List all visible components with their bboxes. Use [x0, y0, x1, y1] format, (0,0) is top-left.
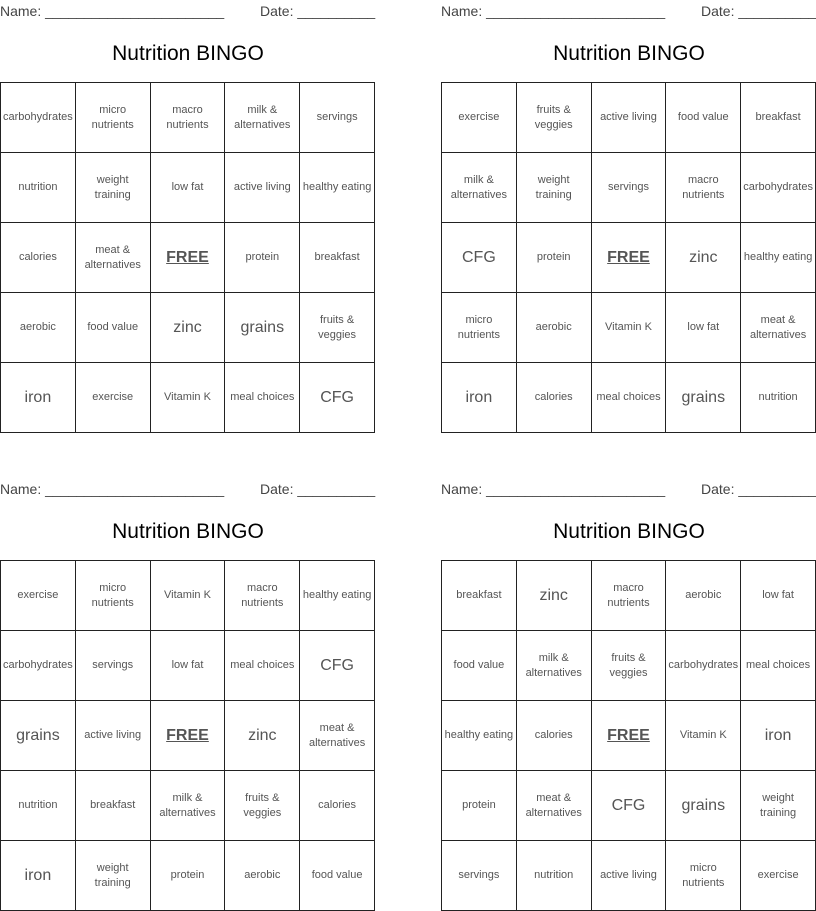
- bingo-grid: [0, 560, 375, 911]
- bingo-cell: grains: [666, 363, 741, 433]
- free-cell: FREE: [592, 223, 667, 293]
- bingo-cell: grains: [225, 293, 300, 363]
- bingo-cell: CFG: [592, 771, 667, 841]
- card-title: Nutrition BINGO: [112, 42, 264, 65]
- bingo-cell: calories: [300, 771, 375, 841]
- bingo-cell: carbohydrates: [741, 153, 816, 223]
- bingo-cell: micro nutrients: [666, 841, 741, 911]
- card-title: Nutrition BINGO: [553, 520, 705, 543]
- bingo-cell: exercise: [76, 363, 151, 433]
- bingo-cell: food value: [666, 83, 741, 153]
- name-field: Name: _______________________: [0, 481, 225, 497]
- bingo-grid: [441, 82, 816, 433]
- bingo-cell: active living: [592, 841, 667, 911]
- bingo-cell: fruits & veggies: [517, 83, 592, 153]
- bingo-card: [441, 478, 816, 889]
- bingo-cell: protein: [517, 223, 592, 293]
- bingo-cell: healthy eating: [300, 561, 375, 631]
- bingo-cell: milk & alternatives: [151, 771, 226, 841]
- bingo-cell: macro nutrients: [592, 561, 667, 631]
- bingo-cell: macro nutrients: [225, 561, 300, 631]
- name-field: Name: _______________________: [0, 3, 225, 19]
- bingo-cell: micro nutrients: [442, 293, 517, 363]
- bingo-cell: Vitamin K: [151, 363, 226, 433]
- free-cell: FREE: [151, 701, 226, 771]
- date-field: Date: __________: [260, 481, 376, 497]
- bingo-cell: servings: [442, 841, 517, 911]
- bingo-cell: zinc: [517, 561, 592, 631]
- bingo-cell: low fat: [151, 631, 226, 701]
- bingo-cell: meal choices: [225, 363, 300, 433]
- bingo-cell: meat & alternatives: [76, 223, 151, 293]
- bingo-cell: milk & alternatives: [225, 83, 300, 153]
- bingo-cell: micro nutrients: [76, 561, 151, 631]
- bingo-cell: zinc: [151, 293, 226, 363]
- card-title: Nutrition BINGO: [112, 520, 264, 543]
- bingo-cell: aerobic: [225, 841, 300, 911]
- date-field: Date: __________: [260, 3, 376, 19]
- free-cell: FREE: [151, 223, 226, 293]
- bingo-cell: food value: [76, 293, 151, 363]
- bingo-cell: CFG: [300, 363, 375, 433]
- bingo-cell: weight training: [76, 841, 151, 911]
- bingo-cell: iron: [442, 363, 517, 433]
- bingo-cell: breakfast: [300, 223, 375, 293]
- date-field: Date: __________: [701, 3, 816, 19]
- bingo-cell: servings: [592, 153, 667, 223]
- bingo-cell: aerobic: [517, 293, 592, 363]
- bingo-cell: macro nutrients: [666, 153, 741, 223]
- card-header: [441, 478, 816, 500]
- bingo-cell: carbohydrates: [666, 631, 741, 701]
- bingo-cell: zinc: [666, 223, 741, 293]
- card-header: [0, 0, 376, 22]
- bingo-cell: carbohydrates: [1, 631, 76, 701]
- date-field: Date: __________: [701, 481, 816, 497]
- bingo-cell: macro nutrients: [151, 83, 226, 153]
- bingo-cell: meal choices: [741, 631, 816, 701]
- bingo-card: [0, 478, 376, 889]
- bingo-cell: servings: [76, 631, 151, 701]
- card-title: Nutrition BINGO: [553, 42, 705, 65]
- name-field: Name: _______________________: [441, 3, 666, 19]
- bingo-cell: milk & alternatives: [442, 153, 517, 223]
- bingo-cell: servings: [300, 83, 375, 153]
- bingo-cell: calories: [517, 701, 592, 771]
- bingo-cell: weight training: [76, 153, 151, 223]
- bingo-cell: meat & alternatives: [741, 293, 816, 363]
- bingo-cell: active living: [225, 153, 300, 223]
- bingo-cell: fruits & veggies: [592, 631, 667, 701]
- bingo-cell: micro nutrients: [76, 83, 151, 153]
- bingo-cell: nutrition: [517, 841, 592, 911]
- bingo-cell: food value: [300, 841, 375, 911]
- free-cell: FREE: [592, 701, 667, 771]
- bingo-cell: active living: [76, 701, 151, 771]
- bingo-cell: low fat: [151, 153, 226, 223]
- bingo-cell: nutrition: [1, 153, 76, 223]
- bingo-cell: breakfast: [741, 83, 816, 153]
- bingo-cell: meat & alternatives: [517, 771, 592, 841]
- bingo-cell: breakfast: [442, 561, 517, 631]
- bingo-cell: grains: [1, 701, 76, 771]
- bingo-cell: grains: [666, 771, 741, 841]
- bingo-cell: healthy eating: [741, 223, 816, 293]
- bingo-cell: healthy eating: [300, 153, 375, 223]
- bingo-cell: Vitamin K: [592, 293, 667, 363]
- bingo-cell: zinc: [225, 701, 300, 771]
- bingo-cell: fruits & veggies: [225, 771, 300, 841]
- bingo-cell: weight training: [517, 153, 592, 223]
- bingo-cell: Vitamin K: [151, 561, 226, 631]
- bingo-cell: CFG: [442, 223, 517, 293]
- bingo-cell: CFG: [300, 631, 375, 701]
- bingo-cell: healthy eating: [442, 701, 517, 771]
- bingo-cell: low fat: [741, 561, 816, 631]
- bingo-cell: meat & alternatives: [300, 701, 375, 771]
- bingo-cell: weight training: [741, 771, 816, 841]
- bingo-cell: nutrition: [1, 771, 76, 841]
- bingo-cell: milk & alternatives: [517, 631, 592, 701]
- bingo-card: [0, 0, 376, 406]
- bingo-cell: iron: [741, 701, 816, 771]
- bingo-cell: exercise: [741, 841, 816, 911]
- bingo-cell: fruits & veggies: [300, 293, 375, 363]
- bingo-cell: nutrition: [741, 363, 816, 433]
- bingo-cell: breakfast: [76, 771, 151, 841]
- bingo-cell: protein: [151, 841, 226, 911]
- bingo-cell: Vitamin K: [666, 701, 741, 771]
- bingo-cell: meal choices: [225, 631, 300, 701]
- name-field: Name: _______________________: [441, 481, 666, 497]
- card-header: [441, 0, 816, 22]
- bingo-cell: protein: [225, 223, 300, 293]
- bingo-cell: iron: [1, 363, 76, 433]
- bingo-cell: iron: [1, 841, 76, 911]
- card-header: [0, 478, 376, 500]
- bingo-cell: active living: [592, 83, 667, 153]
- bingo-grid: [0, 82, 375, 433]
- bingo-cell: calories: [517, 363, 592, 433]
- bingo-cell: aerobic: [666, 561, 741, 631]
- bingo-cell: exercise: [442, 83, 517, 153]
- bingo-cell: low fat: [666, 293, 741, 363]
- bingo-cell: exercise: [1, 561, 76, 631]
- bingo-grid: [441, 560, 816, 911]
- bingo-cell: protein: [442, 771, 517, 841]
- bingo-cell: carbohydrates: [1, 83, 76, 153]
- bingo-cell: meal choices: [592, 363, 667, 433]
- bingo-cell: calories: [1, 223, 76, 293]
- bingo-cell: aerobic: [1, 293, 76, 363]
- bingo-cell: food value: [442, 631, 517, 701]
- bingo-card: [441, 0, 816, 406]
